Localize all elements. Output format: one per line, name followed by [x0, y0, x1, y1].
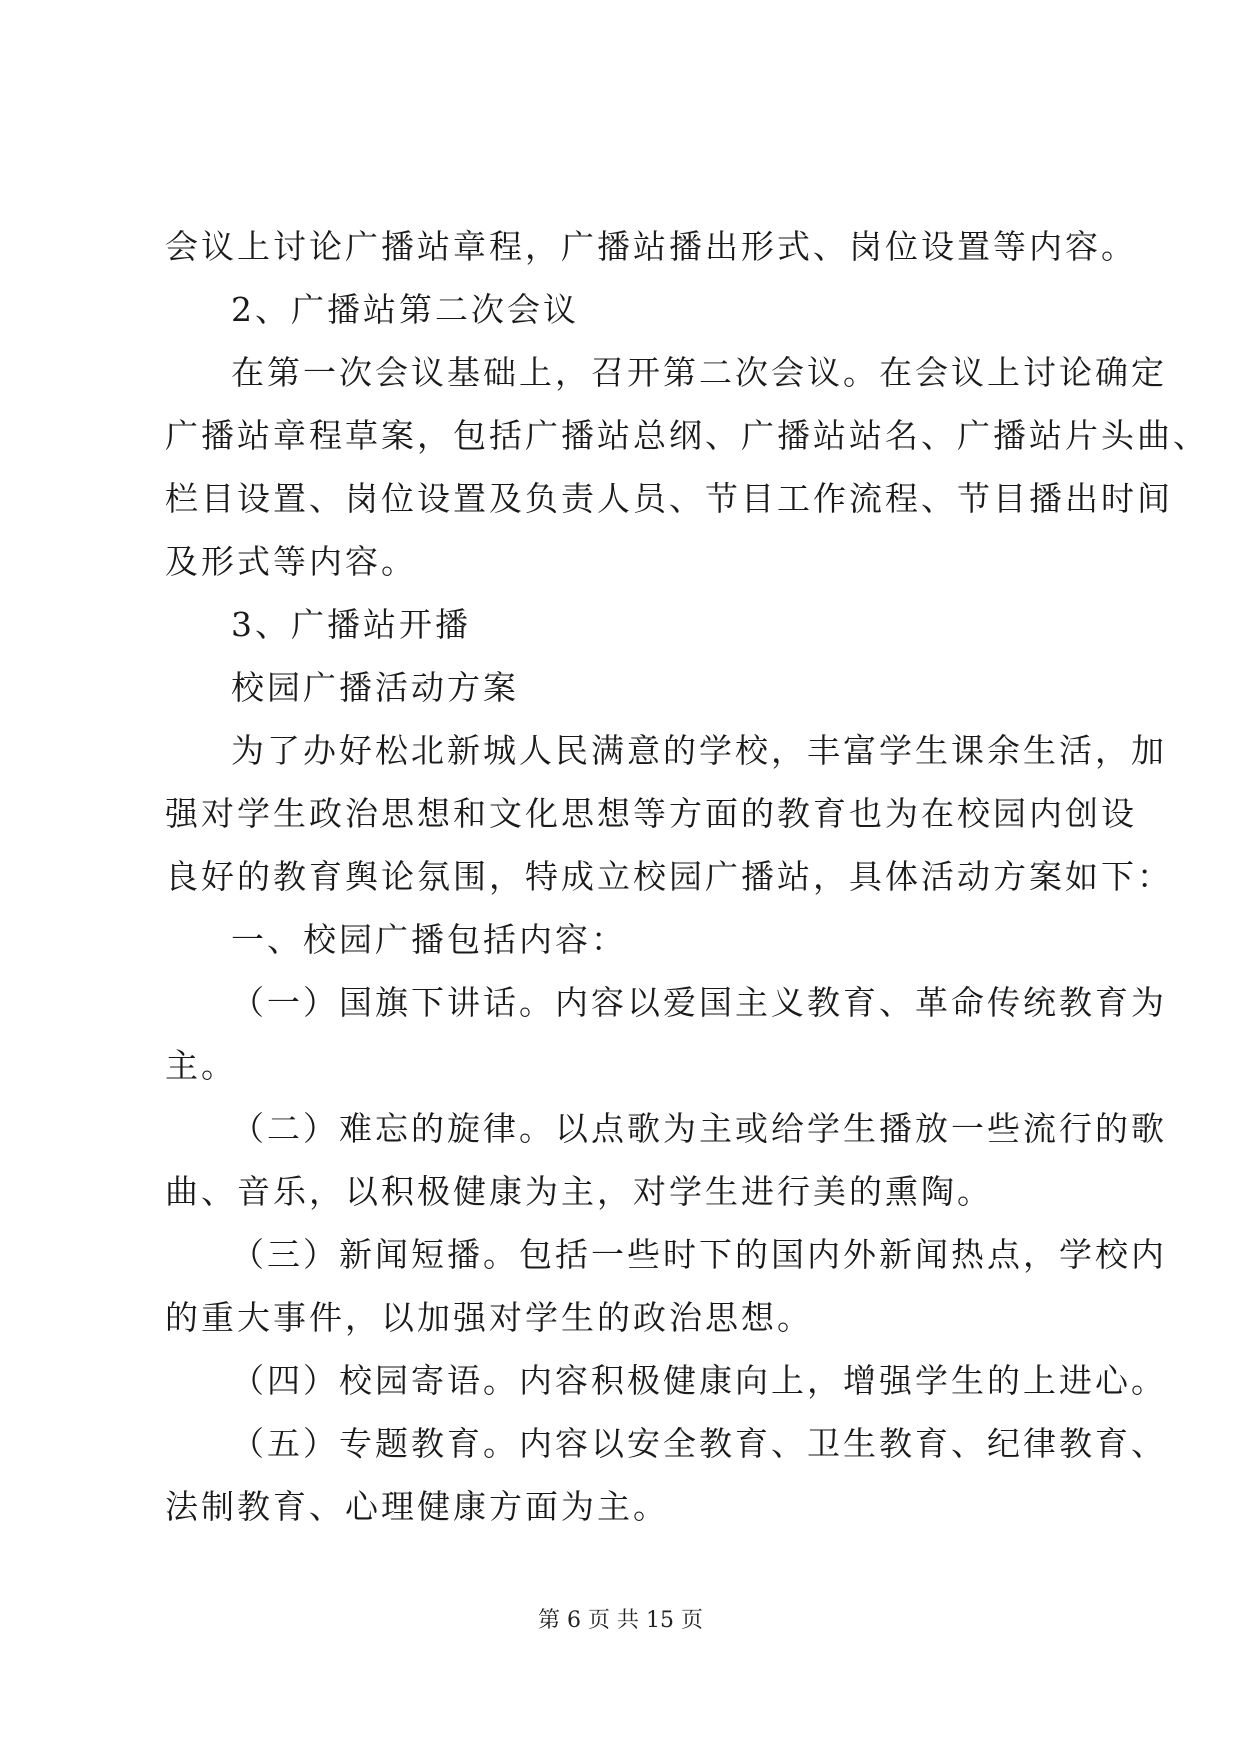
text-line: 法制教育、心理健康方面为主。 — [165, 1487, 669, 1526]
text-line: 的重大事件，以加强对学生的政治思想。 — [165, 1298, 813, 1337]
text-line: 在第一次会议基础上，召开第二次会议。在会议上讨论确定 — [231, 353, 1167, 392]
text-line: （三）新闻短播。包括一些时下的国内外新闻热点，学校内 — [231, 1235, 1167, 1274]
text-line: 广播站章程草案，包括广播站总纲、广播站站名、广播站片头曲、 — [165, 416, 1209, 455]
text-line: 及形式等内容。 — [165, 542, 417, 581]
text-line: 良好的教育舆论氛围，特成立校园广播站，具体活动方案如下： — [165, 857, 1173, 896]
text-line: 2、广播站第二次会议 — [231, 290, 579, 329]
text-line: （四）校园寄语。内容积极健康向上，增强学生的上进心。 — [231, 1361, 1167, 1400]
text-line: 主。 — [165, 1046, 237, 1085]
text-line: 3、广播站开播 — [231, 605, 471, 644]
text-line: （二）难忘的旋律。以点歌为主或给学生播放一些流行的歌 — [231, 1109, 1167, 1148]
text-line: 一、校园广播包括内容： — [231, 920, 627, 959]
text-line: （一）国旗下讲话。内容以爱国主义教育、革命传统教育为 — [231, 983, 1167, 1022]
text-line: 栏目设置、岗位设置及负责人员、节目工作流程、节目播出时间 — [165, 479, 1173, 518]
page-footer: 第 6 页 共 15 页 — [538, 1608, 703, 1633]
text-line: 会议上讨论广播站章程，广播站播出形式、岗位设置等内容。 — [165, 227, 1137, 266]
text-line: 曲、音乐，以积极健康为主，对学生进行美的熏陶。 — [165, 1172, 993, 1211]
text-line: 为了办好松北新城人民满意的学校，丰富学生课余生活，加 — [231, 731, 1167, 770]
text-line: 强对学生政治思想和文化思想等方面的教育也为在校园内创设 — [165, 794, 1137, 833]
text-line: （五）专题教育。内容以安全教育、卫生教育、纪律教育、 — [231, 1424, 1167, 1463]
text-line: 校园广播活动方案 — [231, 668, 519, 707]
